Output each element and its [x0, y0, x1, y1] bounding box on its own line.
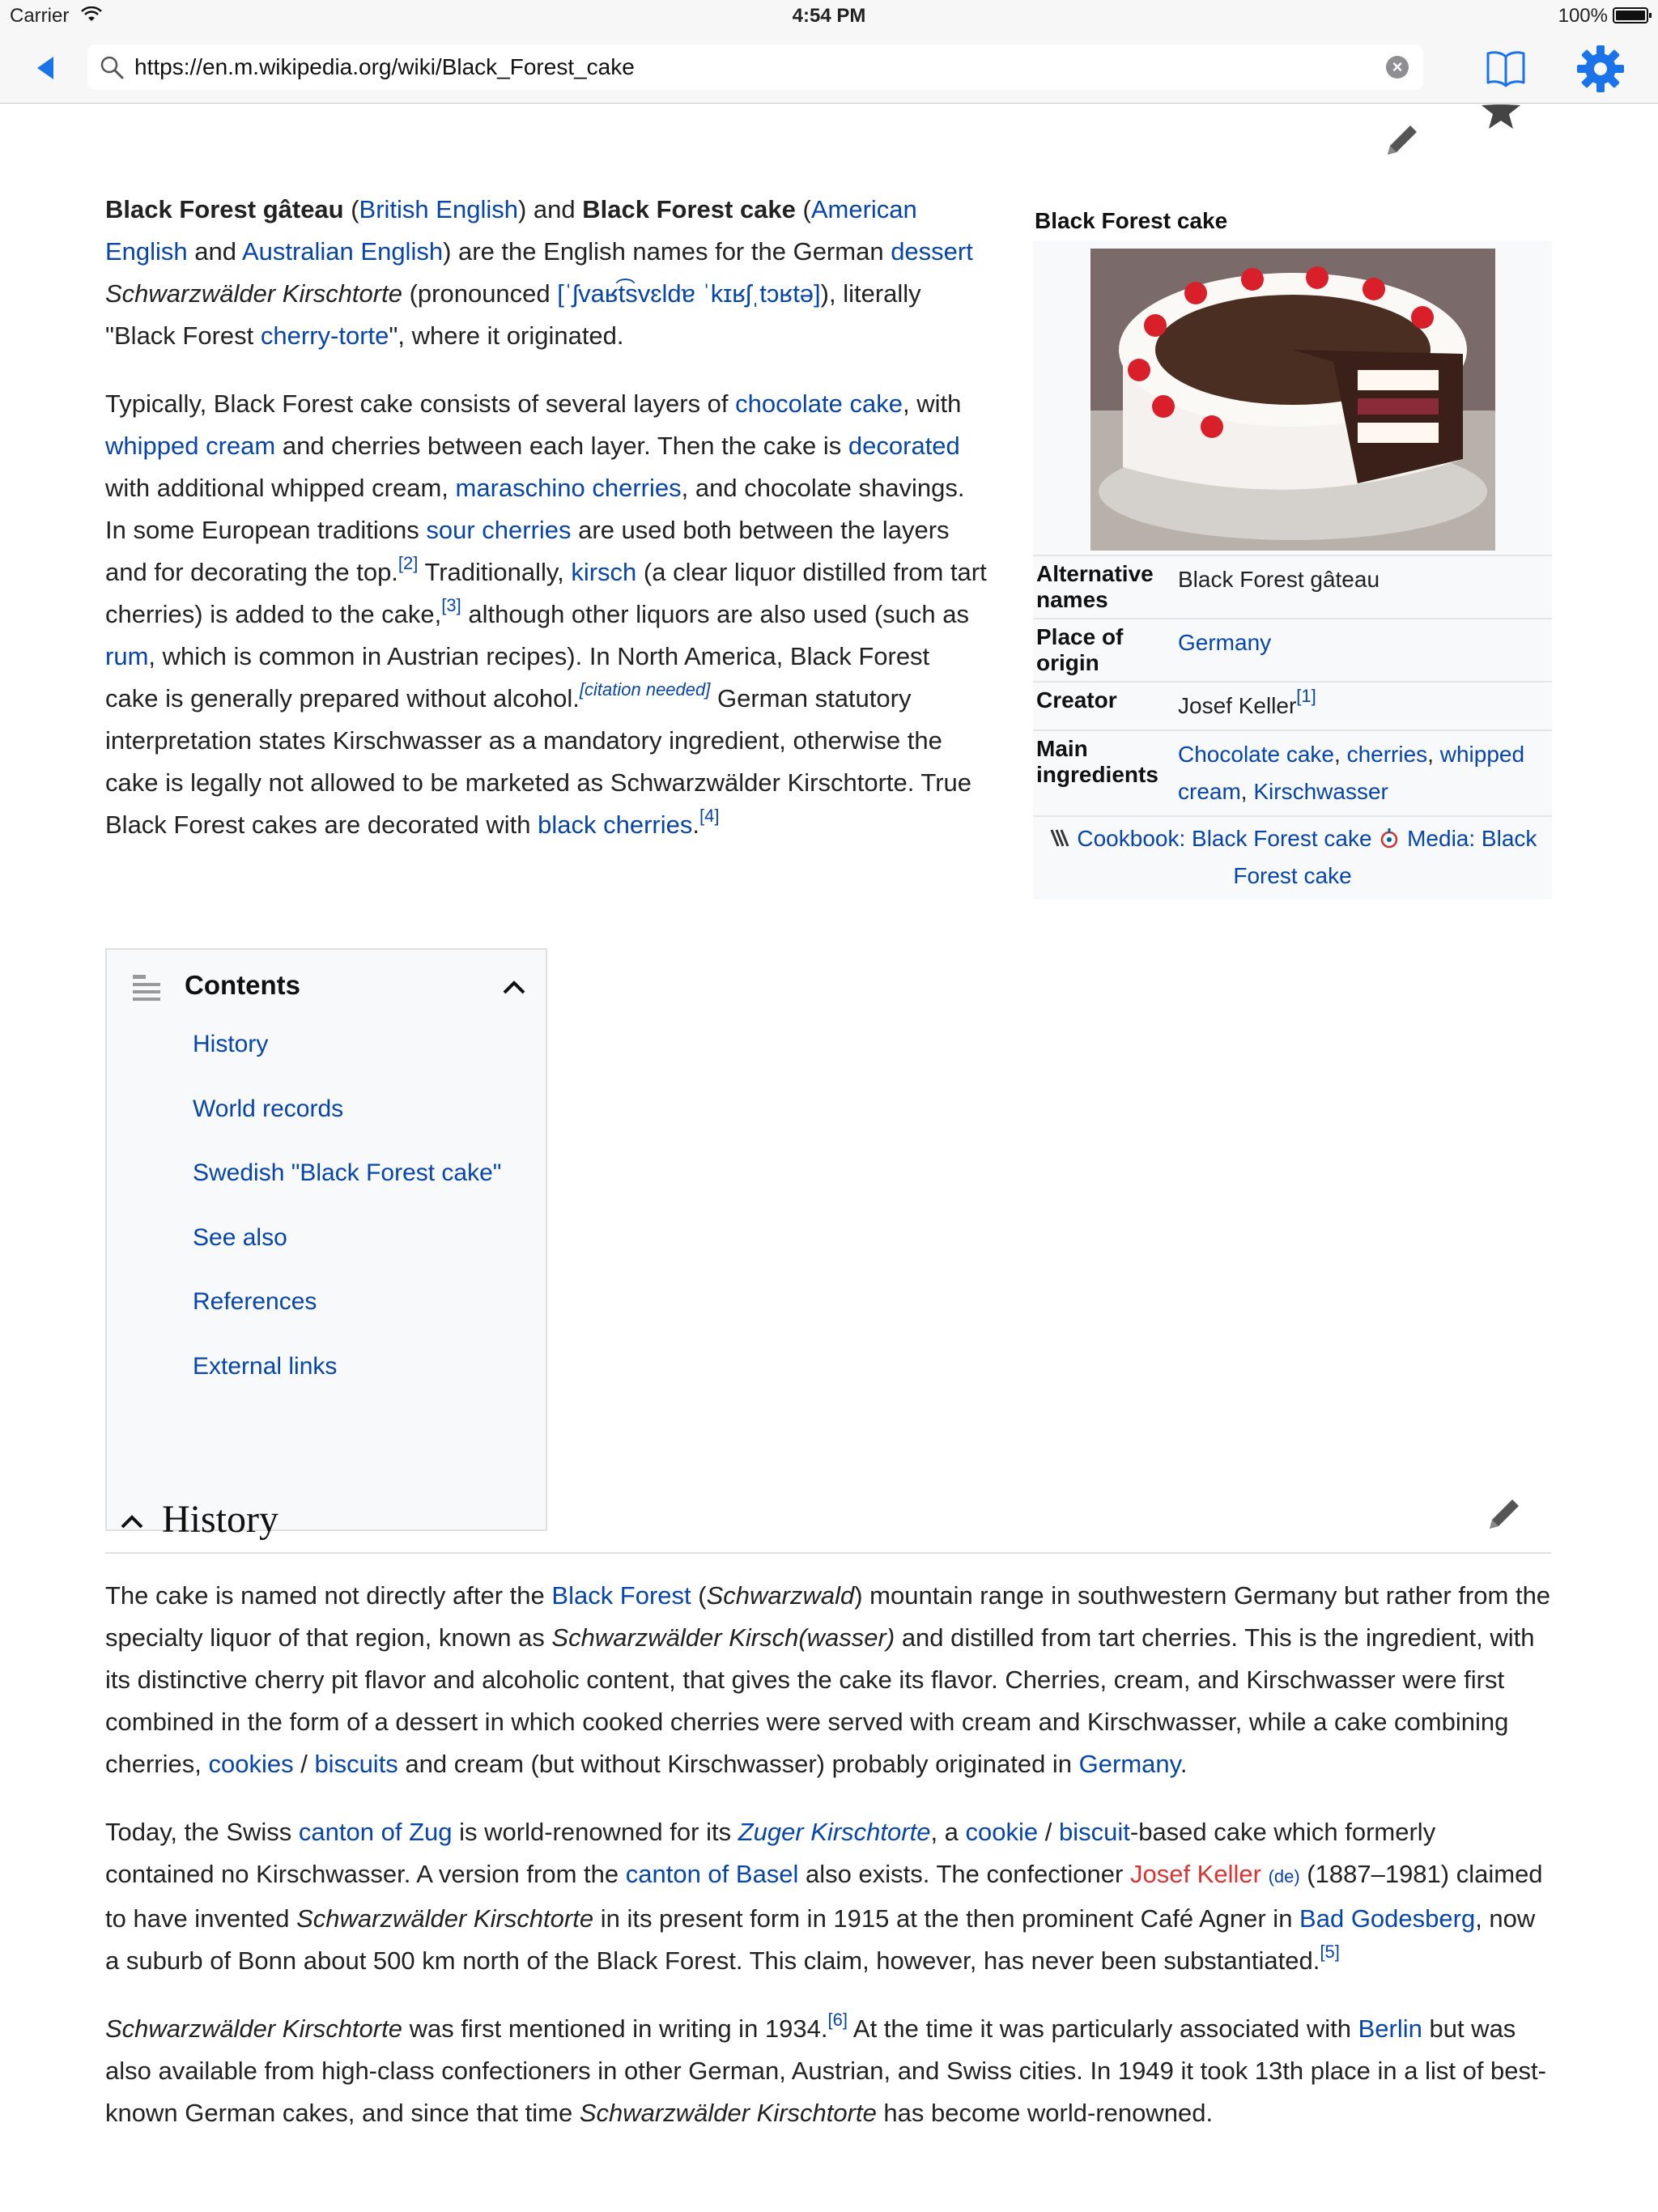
link[interactable]: whipped cream	[105, 432, 276, 460]
clock: 4:54 PM	[792, 5, 866, 27]
link[interactable]: sour cherries	[426, 516, 572, 544]
citation-link[interactable]: [3]	[441, 595, 461, 615]
link[interactable]: Chocolate cake	[1178, 742, 1335, 767]
chevron-up-icon[interactable]	[500, 974, 528, 1002]
toc-item-swedish-black-forest-cake[interactable]: Swedish "Black Forest cake"	[193, 1159, 502, 1186]
toc-item-see-also[interactable]: See also	[193, 1223, 287, 1251]
link[interactable]: Black Forest	[551, 1581, 691, 1610]
edit-pencil-icon[interactable]	[1483, 1493, 1525, 1535]
media-link[interactable]: Media: Black Forest cake	[1233, 826, 1537, 888]
toc-item-history[interactable]: History	[193, 1031, 269, 1057]
link[interactable]: Berlin	[1358, 2014, 1422, 2043]
toc-item-external-links[interactable]: External links	[193, 1352, 338, 1380]
link[interactable]: Australian English	[241, 237, 444, 266]
article-content	[0, 104, 1658, 2212]
infobox-row: Creator Josef Keller[1]	[1033, 681, 1552, 730]
browser-toolbar	[0, 32, 1658, 104]
infobox-row: Main ingredients Chocolate cake, cherries, whipped cream, Kirschwasser	[1033, 730, 1552, 815]
link[interactable]: whipped cream	[1178, 742, 1525, 804]
chevron-up-icon[interactable]	[118, 1508, 146, 1536]
red-link[interactable]: Josef Keller	[1129, 1860, 1261, 1888]
commons-icon	[1378, 827, 1401, 849]
history-paragraph-1: The cake is named not directly after the Black Forest (Schwarzwald) mountain range in southwestern Germany but rather from the specialty liquor of that region, known as Schwarzwälder Kirsch(wasser) and distilled from tart cherries. This is the ingredient, with its distinctive cherry pit flavor and alcoholic content, that gives the cake its flavor. Cherries, cream, and Kirschwasser were first combined in the form of a dessert in which cooked cherries were served with cream and Kirschwasser, while a cake combining cherries, cookies / biscuits and cream (but without Kirschwasser) probably originated in Germany.	[105, 1581, 1551, 1778]
battery-percent: 100%	[1558, 5, 1608, 27]
interlanguage-link[interactable]: (de)	[1268, 1866, 1300, 1887]
link[interactable]: cherries	[1346, 742, 1428, 767]
infobox	[1033, 202, 1552, 900]
link[interactable]: cookie	[965, 1818, 1039, 1846]
battery-icon	[1613, 7, 1648, 23]
link[interactable]: Bad Godesberg	[1299, 1904, 1476, 1933]
citation-link[interactable]: [6]	[827, 2010, 848, 2030]
link[interactable]: rum	[105, 642, 149, 670]
citation-link[interactable]: [2]	[397, 553, 419, 573]
toc-title: Contents	[185, 970, 300, 1000]
back-arrow-icon[interactable]	[31, 52, 63, 84]
intro-paragraph-1: Black Forest gâteau (British English) and Black Forest cake (American English and Australian English) are the English names for the German dessert Schwarzwälder Kirschtorte (pronounced [ˈʃvaʁt͡svɛldɐ ˈkɪʁʃˌtɔʁtə]), literally "Black Forest cherry-torte", where it originated.	[105, 195, 973, 350]
edit-pencil-icon[interactable]	[1381, 119, 1423, 161]
infobox-image[interactable]	[1033, 240, 1552, 555]
link[interactable]: cherry-torte	[260, 321, 389, 350]
citation-needed-link[interactable]: [citation needed]	[579, 679, 711, 700]
toc-item-references[interactable]: References	[193, 1288, 317, 1315]
link[interactable]: canton of Basel	[625, 1860, 799, 1888]
link[interactable]: Kirschwasser	[1253, 779, 1388, 804]
intro-paragraph-2: Typically, Black Forest cake consists of several layers of chocolate cake, with whipped cream and cherries between each layer. Then the cake is decorated with additional whipped cream, maraschino cherries, and chocolate shavings. In some European traditions sour cherries are used both between the layers and for decorating the top.[2] Traditionally, kirsch (a clear liquor distilled from tart cherries) is added to the cake,[3] although other liquors are also used (such as rum, which is common in Austrian recipes). In North America, Black Forest cake is generally prepared without alcohol.[citation needed] German statutory interpretation states Kirschwasser as a mandatory ingredient, otherwise the cake is legally not allowed to be marketed as Schwarzwälder Kirschtorte. True Black Forest cakes are decorated with black cherries.[4]	[105, 389, 987, 839]
pronunciation-link[interactable]: [ˈʃvaʁt͡svɛldɐ ˈkɪʁʃˌtɔʁtə]	[557, 279, 821, 308]
link[interactable]: American English	[105, 195, 917, 266]
history-paragraph-2: Today, the Swiss canton of Zug is world-renowned for its Zuger Kirschtorte, a cookie / biscuit-based cake which formerly contained no Kirschwasser. A version from the canton of Basel also exists. The confectioner Josef Keller (de) (1887–1981) claimed to have invented Schwarzwälder Kirschtorte in its present form in 1915 at the then prominent Café Agner in Bad Godesberg, now a suburb of Bonn about 500 km north of the Black Forest. This claim, however, has never been substantiated.[5]	[105, 1818, 1543, 1975]
history-text	[105, 1575, 1551, 2160]
citation-link[interactable]: [5]	[1320, 1942, 1340, 1962]
link[interactable]: dessert	[891, 237, 973, 266]
citation-link[interactable]: [1]	[1296, 686, 1316, 706]
star-icon[interactable]	[1478, 104, 1524, 134]
cake-photo[interactable]	[1090, 249, 1495, 551]
link[interactable]: Germany	[1078, 1750, 1180, 1778]
section-title: History	[162, 1498, 278, 1541]
link[interactable]: canton of Zug	[298, 1818, 453, 1846]
intro-text	[105, 189, 988, 872]
link[interactable]: black cherries	[538, 810, 693, 839]
cookbook-icon	[1048, 827, 1071, 849]
cookbook-link[interactable]: Cookbook: Black Forest cake	[1077, 826, 1372, 851]
infobox-footer	[1033, 815, 1552, 900]
link[interactable]: maraschino cherries	[455, 474, 682, 502]
link[interactable]: biscuits	[314, 1750, 398, 1778]
toc-list-icon	[131, 972, 162, 1003]
status-bar	[0, 0, 1658, 32]
history-paragraph-3: Schwarzwälder Kirschtorte was first mentioned in writing in 1934.[6] At the time it was particularly associated with Berlin but was also available from high-class confectioners in other German, Austrian, and Swiss cities. In 1949 it took 13th place in a list of best-known German cakes, and since that time Schwarzwälder Kirschtorte has become world-renowned.	[105, 2010, 1546, 2127]
link[interactable]: Zuger Kirschtorte	[738, 1818, 931, 1846]
link[interactable]: decorated	[848, 432, 960, 460]
citation-link[interactable]: [4]	[699, 806, 720, 826]
link[interactable]: cookies	[208, 1750, 294, 1778]
link[interactable]: kirsch	[571, 558, 637, 586]
url-field[interactable]	[87, 45, 1423, 90]
clear-url-icon[interactable]: ×	[1386, 56, 1409, 79]
toc-item-world-records[interactable]: World records	[193, 1095, 344, 1122]
reading-list-icon[interactable]	[1483, 45, 1528, 91]
url-text[interactable]: https://en.m.wikipedia.org/wiki/Black_Forest_cake	[134, 54, 635, 79]
link[interactable]: Germany	[1178, 630, 1272, 655]
search-icon	[99, 54, 125, 80]
link[interactable]: British English	[359, 195, 518, 223]
history-section-heading[interactable]	[105, 1481, 1551, 1554]
infobox-row: Alternative names Black Forest gâteau	[1033, 555, 1552, 618]
settings-gear-icon[interactable]	[1575, 44, 1626, 94]
link[interactable]: chocolate cake	[735, 389, 903, 418]
infobox-title: Black Forest cake	[1035, 208, 1228, 233]
infobox-row: Place of origin Germany	[1033, 618, 1552, 681]
link[interactable]: biscuit	[1059, 1818, 1130, 1846]
table-of-contents	[105, 948, 547, 1531]
carrier-label: Carrier	[10, 5, 70, 27]
